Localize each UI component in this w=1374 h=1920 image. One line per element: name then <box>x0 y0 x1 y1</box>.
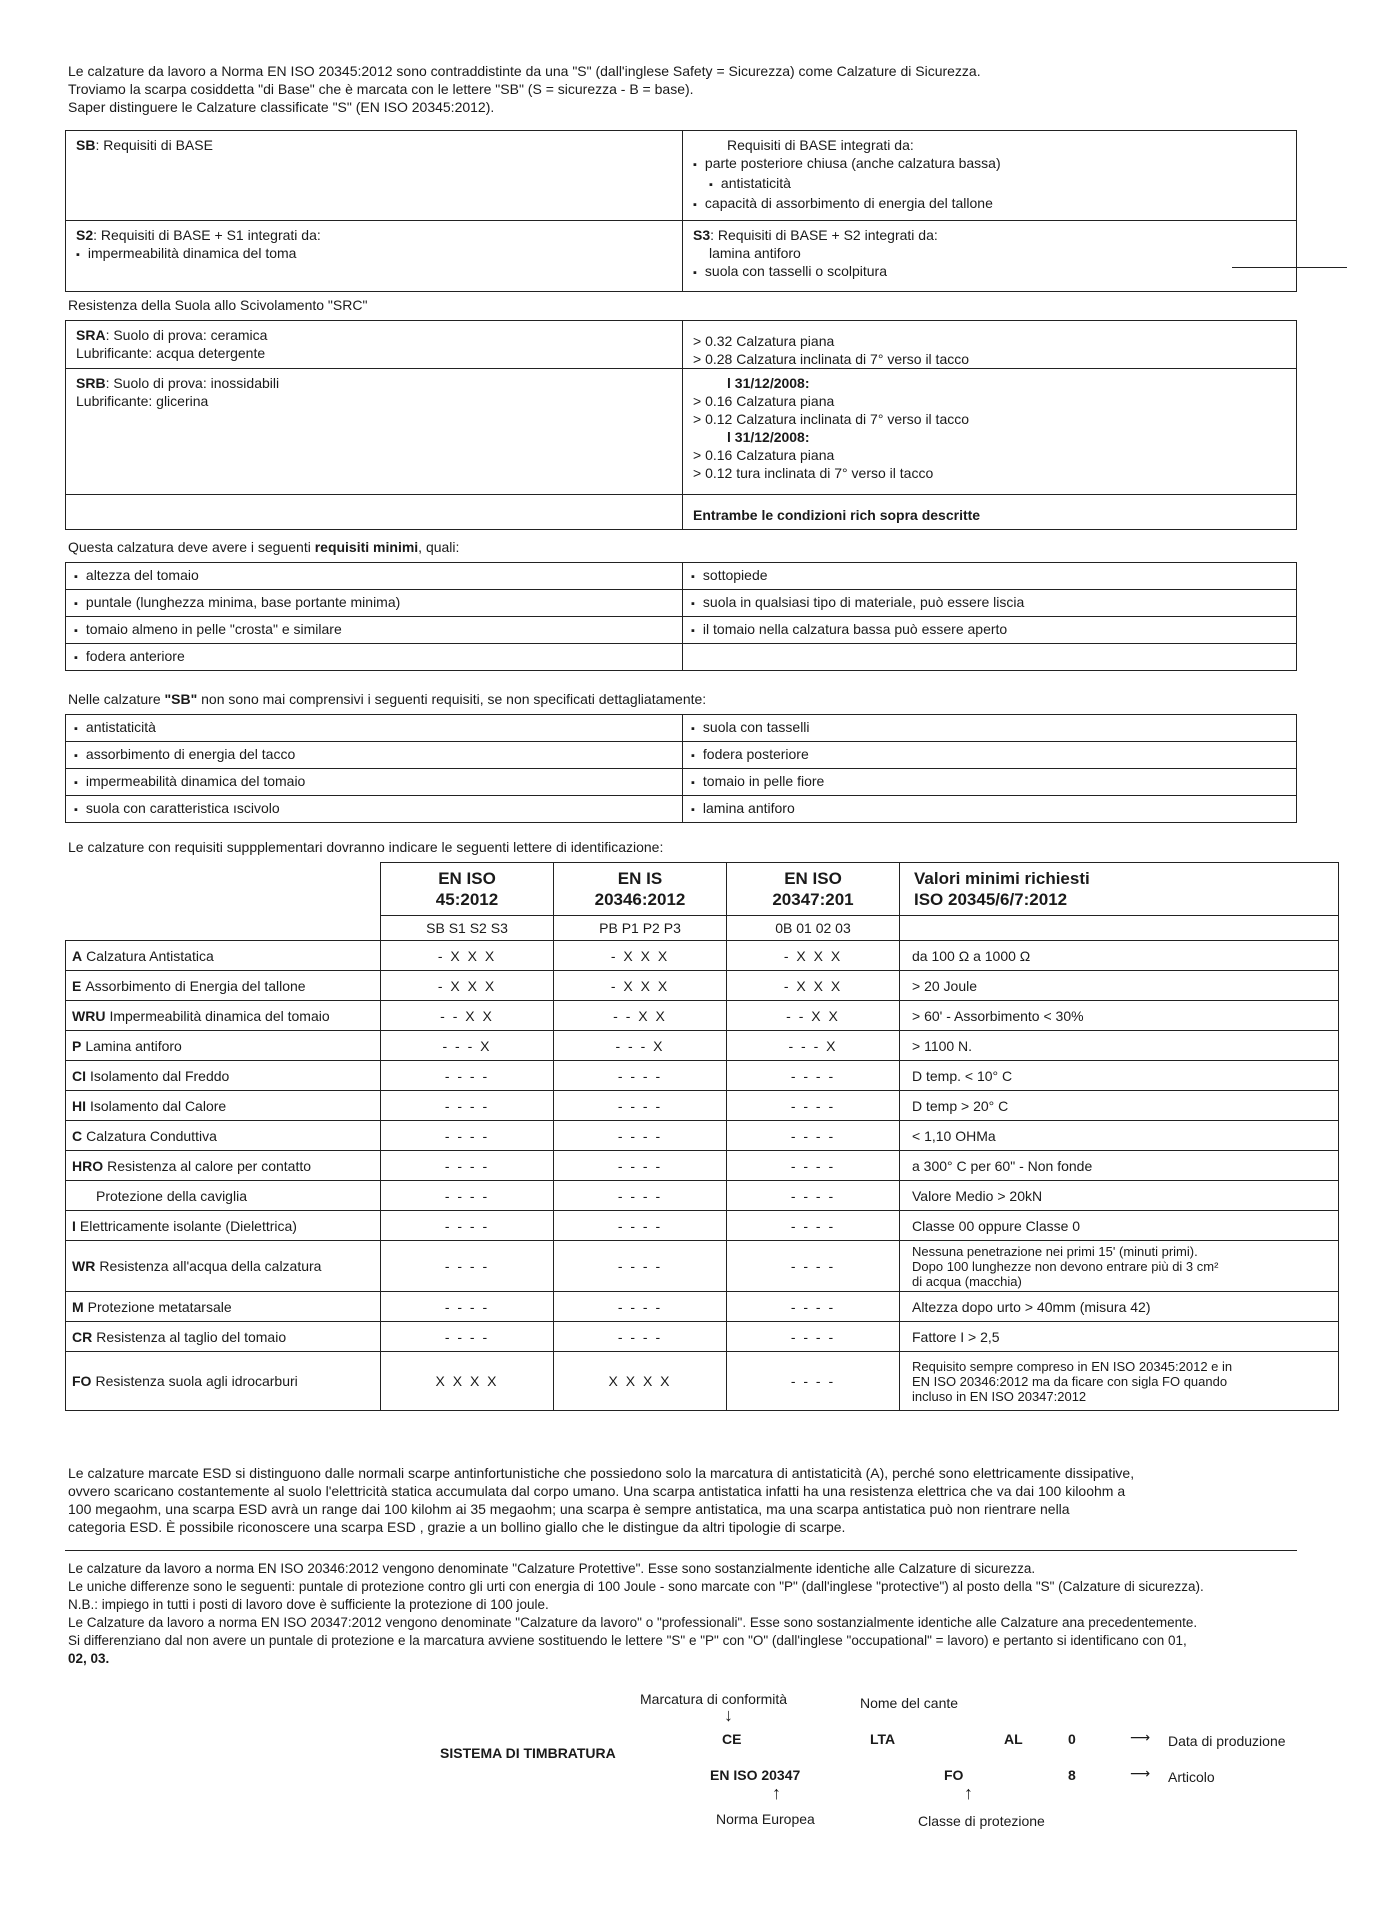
row-label-text: Protezione della caviglia <box>96 1187 247 1204</box>
requirement-value: D temp. < 10° C <box>900 1061 1339 1091</box>
req-left-4: ▪ fodera anteriore <box>66 644 683 671</box>
stamp-eight: 8 <box>1068 1767 1076 1783</box>
table-row <box>66 1061 1339 1091</box>
req-right-1: ▪ sottopiede <box>683 563 1297 590</box>
row-code: WR <box>72 1258 96 1274</box>
srb-cell: SRB: Suolo di prova: inossidabili Lubrificante: glicerina <box>76 375 280 409</box>
row-label-text: Impermeabilità dinamica del tomaio <box>109 1007 330 1024</box>
stamp-norma: Norma Europea <box>716 1811 815 1827</box>
row-label <box>66 941 381 971</box>
esd-paragraph: Le calzature marcate ESD si distinguono dalle normali scarpe antinfortunistiche che possiedono solo la marcatura di antistaticità (A), perché sono elettricamente dissipative, ovvero scaricano costantemente al suolo l'elettricità statica accumulata dal corpo umano. Una scarpa antistatica infatti ha una resistenza elettrica che va dai 100 kiloohm a 100 megaohm, una scarpa ESD avrà un range dai 100 kilohm ai 35 megaohm; una scarpa è sempre antistatica, ma una scarpa antistatica può non rientrare nella categoria ESD. È possibile riconoscere una scarpa ESD , grazie a un bollino giallo che le distingue da altri tipologie di scarpe. <box>68 1465 1135 1535</box>
stamp-data: Data di produzione <box>1168 1733 1286 1749</box>
arrow-right-icon: ⟶ <box>1130 1765 1151 1781</box>
row-label <box>66 1292 381 1322</box>
header-en-iso-20345: EN ISO 45:2012 <box>381 863 554 916</box>
row-label-text: Protezione metatarsale <box>87 1298 232 1315</box>
marking-cell: X X X X <box>554 1352 727 1411</box>
intro-line-2: Troviamo la scarpa cosiddetta "di Base" che è marcata con le lettere "SB" (S = sicurezza - B = base). <box>68 81 694 97</box>
req-left-2: ▪ puntale (lunghezza minima, base portante minima) <box>66 590 683 617</box>
s2-cell: S2: Requisiti di BASE + S1 integrati da: ▪ impermeabilità dinamica del toma <box>68 224 329 266</box>
stamp-classe: Classe di protezione <box>918 1813 1045 1829</box>
stamp-fo: FO <box>944 1767 964 1783</box>
requirement-value: Altezza dopo urto > 40mm (misura 42) <box>900 1292 1339 1322</box>
row-label <box>66 1091 381 1121</box>
src-caption: Resistenza della Suola allo Scivolamento "SRC" <box>68 297 368 313</box>
marking-cell: - X X X <box>727 971 900 1001</box>
req-caption: Questa calzatura deve avere i seguenti requisiti minimi, quali: <box>68 539 460 555</box>
row-code: M <box>72 1298 84 1315</box>
s1-cell: Requisiti di BASE integrati da: ▪ parte posteriore chiusa (anche calzatura bassa) ▪ antistaticità ▪ capacità di assorbimento di energia del tallone <box>685 134 1225 216</box>
codes-o: 0B 01 02 03 <box>727 916 900 941</box>
stamp-ce: CE <box>722 1731 742 1747</box>
sbnot-left-2: ▪ assorbimento di energia del tacco <box>66 742 683 769</box>
arrow-right-icon: ⟶ <box>1130 1729 1151 1745</box>
row-label-text: Calzatura Conduttiva <box>86 1127 217 1144</box>
divider <box>65 1550 1297 1551</box>
sbnot-right-1: ▪ suola con tasselli <box>683 715 1297 742</box>
stamp-articolo: Articolo <box>1168 1769 1215 1785</box>
stamp-title: SISTEMA DI TIMBRATURA <box>440 1745 616 1761</box>
row-label-text: Elettricamente isolante (Dielettrica) <box>79 1217 297 1234</box>
header-valori-minimi: Valori minimi richiesti ISO 20345/6/7:2012 <box>900 863 1339 916</box>
marking-cell: - - X X <box>727 1001 900 1031</box>
table-row <box>66 1121 1339 1151</box>
table-row <box>66 1322 1339 1352</box>
marking-cell: - - - - <box>554 1241 727 1292</box>
sbnot-left-4: ▪ suola con caratteristica ıscivolo <box>66 796 683 823</box>
table-row <box>66 1001 1339 1031</box>
marking-cell: - - - - <box>554 1151 727 1181</box>
marking-cell: - - - - <box>381 1292 554 1322</box>
table-row <box>66 1151 1339 1181</box>
table-row <box>66 1091 1339 1121</box>
requirement-value: Nessuna penetrazione nei primi 15' (minuti primi). Dopo 100 lunghezze non devono entrare più di 3 cm² di acqua (macchia) <box>900 1241 1339 1292</box>
sbnot-right-4: ▪ lamina antiforo <box>683 796 1297 823</box>
marking-cell: - - - - <box>554 1211 727 1241</box>
marking-cell: - - - - <box>727 1181 900 1211</box>
codes-p: PB P1 P2 P3 <box>554 916 727 941</box>
marking-cell: - - X X <box>554 1001 727 1031</box>
row-label <box>66 1241 381 1292</box>
stamp-lta: LTA <box>870 1731 896 1747</box>
requirement-value: a 300° C per 60" - Non fonde <box>900 1151 1339 1181</box>
arrow-down-icon: ↓ <box>724 1705 733 1725</box>
requirement-value: Classe 00 oppure Classe 0 <box>900 1211 1339 1241</box>
marking-cell: - - - X <box>554 1031 727 1061</box>
stamp-al: AL <box>1004 1731 1023 1747</box>
sbnot-right-2: ▪ fodera posteriore <box>683 742 1297 769</box>
marking-cell: - X X X <box>381 971 554 1001</box>
marking-cell: - - - - <box>727 1322 900 1352</box>
row-label <box>66 1352 381 1411</box>
row-label <box>66 971 381 1001</box>
req-right-2: ▪ suola in qualsiasi tipo di materiale, può essere liscia <box>683 590 1297 617</box>
arrow-up-icon: ↑ <box>772 1783 781 1803</box>
requirement-value: > 1100 N. <box>900 1031 1339 1061</box>
row-code: A <box>72 947 83 964</box>
row-label-text: Resistenza suola agli idrocarburi <box>95 1373 298 1389</box>
marking-cell: - - - - <box>381 1241 554 1292</box>
row-code: E <box>72 977 82 994</box>
row-label-text: Resistenza al calore per contatto <box>107 1157 312 1174</box>
table-row <box>66 1211 1339 1241</box>
marking-cell: - - - - <box>727 1061 900 1091</box>
marking-cell: - - - - <box>727 1091 900 1121</box>
src-note: Entrambe le condizioni rich sopra descritte <box>693 507 981 523</box>
table-row <box>66 1181 1339 1211</box>
marking-cell: - - - - <box>727 1292 900 1322</box>
requirements-table <box>65 862 1339 1411</box>
row-code: WRU <box>72 1007 106 1024</box>
marking-cell: - - - - <box>554 1322 727 1352</box>
row-code: FO <box>72 1373 92 1389</box>
table-row <box>66 941 1339 971</box>
header-en-iso-20347: EN ISO 20347:201 <box>727 863 900 916</box>
table-row <box>66 1241 1339 1292</box>
requirement-value: > 60' - Assorbimento < 30% <box>900 1001 1339 1031</box>
marking-cell: - - - - <box>381 1121 554 1151</box>
marking-cell: - - - - <box>381 1091 554 1121</box>
row-label <box>66 1181 381 1211</box>
marking-cell: X X X X <box>381 1352 554 1411</box>
row-label <box>66 1121 381 1151</box>
sbnot-table <box>65 714 1297 823</box>
requirement-value: Requisito sempre compreso in EN ISO 20345:2012 e in EN ISO 20346:2012 ma da ficare con sigla FO quando incluso in EN ISO 20347:2012 <box>900 1352 1339 1411</box>
req-right-4 <box>683 644 1297 671</box>
table-row <box>66 1292 1339 1322</box>
marking-cell: - - - - <box>727 1241 900 1292</box>
requirement-value: Valore Medio > 20kN <box>900 1181 1339 1211</box>
req-right-3: ▪ il tomaio nella calzatura bassa può essere aperto <box>683 617 1297 644</box>
marking-cell: - - - - <box>381 1211 554 1241</box>
sb-cell: SB: Requisiti di BASE <box>76 137 213 153</box>
marking-cell: - - - X <box>381 1031 554 1061</box>
marking-cell: - X X X <box>554 941 727 971</box>
requirement-value: > 20 Joule <box>900 971 1339 1001</box>
marking-cell: - - - - <box>381 1061 554 1091</box>
row-label-text: Isolamento dal Calore <box>90 1097 227 1114</box>
marking-cell: - - - - <box>554 1121 727 1151</box>
row-label <box>66 1211 381 1241</box>
requirement-value: D temp > 20° C <box>900 1091 1339 1121</box>
intro-line-1: Le calzature da lavoro a Norma EN ISO 20345:2012 sono contraddistinte da una "S" (dall'inglese Safety = Sicurezza) come Calzature di Sicurezza. <box>68 63 981 79</box>
stamp-marcatura: Marcatura di conformità <box>640 1691 788 1707</box>
marking-cell: - - - - <box>727 1121 900 1151</box>
row-label <box>66 1061 381 1091</box>
codes-empty <box>900 916 1339 941</box>
intro-text <box>68 62 1328 116</box>
marking-cell: - - - - <box>381 1181 554 1211</box>
stamp-en: EN ISO 20347 <box>710 1767 801 1783</box>
row-code: CR <box>72 1328 93 1345</box>
codes-s: SB S1 S2 S3 <box>381 916 554 941</box>
row-label-text: Calzatura Antistatica <box>86 947 214 964</box>
header-en-iso-20346: EN IS 20346:2012 <box>554 863 727 916</box>
row-code: CI <box>72 1067 86 1084</box>
req-left-1: ▪ altezza del tomaio <box>66 563 683 590</box>
row-code: HRO <box>72 1157 104 1174</box>
row-label-text: Assorbimento di Energia del tallone <box>85 977 306 994</box>
s3-cell: S3: Requisiti di BASE + S2 integrati da: lamina antiforo ▪ suola con tasselli o scolpitura <box>685 224 946 284</box>
row-label <box>66 1322 381 1352</box>
requirement-value: Fattore I > 2,5 <box>900 1322 1339 1352</box>
sbnot-right-3: ▪ tomaio in pelle fiore <box>683 769 1297 796</box>
marking-cell: - - - - <box>554 1091 727 1121</box>
marking-cell: - - - - <box>554 1181 727 1211</box>
marking-cell: - - - - <box>554 1292 727 1322</box>
intro-line-3: Saper distinguere le Calzature classificate "S" (EN ISO 20345:2012). <box>68 99 495 115</box>
sbnot-left-1: ▪ antistaticità <box>66 715 683 742</box>
row-label-text: Resistenza all'acqua della calzatura <box>99 1258 322 1274</box>
srb-values: l 31/12/2008: > 0.16 Calzatura piana > 0.12 Calzatura inclinata di 7° verso il tacco l 31/12/2008: > 0.16 Calzatura piana > 0.12 tura inclinata di 7° verso il tacco <box>693 375 970 481</box>
marking-cell: - - - - <box>381 1322 554 1352</box>
row-label <box>66 1031 381 1061</box>
req-table <box>65 562 1297 671</box>
marking-cell: - - - - <box>727 1211 900 1241</box>
row-label <box>66 1001 381 1031</box>
row-code: HI <box>72 1097 86 1114</box>
marking-cell: - X X X <box>727 941 900 971</box>
table-row <box>66 1031 1339 1061</box>
sbnot-caption: Nelle calzature "SB" non sono mai comprensivi i seguenti requisiti, se non specificati dettagliatamente: <box>68 691 707 707</box>
marking-cell: - X X X <box>381 941 554 971</box>
sra-cell: SRA: Suolo di prova: ceramica Lubrificante: acqua detergente <box>76 327 268 361</box>
marking-cell: - X X X <box>554 971 727 1001</box>
marking-cell: - - - - <box>727 1352 900 1411</box>
marking-cell: - - - X <box>727 1031 900 1061</box>
row-label <box>66 1151 381 1181</box>
sra-values: > 0.32 Calzatura piana > 0.28 Calzatura inclinata di 7° verso il tacco <box>693 333 970 367</box>
requirement-value: < 1,10 OHMa <box>900 1121 1339 1151</box>
marking-cell: - - X X <box>381 1001 554 1031</box>
table-row <box>66 1352 1339 1411</box>
sbnot-left-3: ▪ impermeabilità dinamica del tomaio <box>66 769 683 796</box>
row-label-text: Lamina antiforo <box>85 1037 182 1054</box>
req-left-3: ▪ tomaio almeno in pelle "crosta" e similare <box>66 617 683 644</box>
letters-caption: Le calzature con requisiti suppplementari dovranno indicare le seguenti lettere di identificazione: <box>68 839 664 855</box>
arrow-up-icon: ↑ <box>964 1783 973 1803</box>
stamp-nome: Nome del cante <box>860 1695 959 1711</box>
row-code: I <box>72 1217 76 1234</box>
row-code: C <box>72 1127 83 1144</box>
requirement-value: da 100 Ω a 1000 Ω <box>900 941 1339 971</box>
marking-cell: - - - - <box>727 1151 900 1181</box>
bottom-paragraph: Le calzature da lavoro a norma EN ISO 20346:2012 vengono denominate "Calzature Protettive". Esse sono sostanzialmente identiche alle Calzature di sicurezza. Le uniche differenze sono le seguenti: puntale di protezione contro gli urti con energia di 100 Joule - sono marcate con "P" (dall'inglese "protective") al posto della "S" (Calzature di sicurezza). N.B.: impiego in tutti i posti di lavoro dove è sufficiente la protezione di 100 joule. Le Calzature da lavoro a norma EN ISO 20347:2012 vengono denominate "Calzature da lavoro" o "professionali". Esse sono sostanzialmente identiche alle Calzature ana precedentemente. Si differenziano dal non avere un puntale di protezione e la marcatura avviene sostituendo le lettere "S" e "P" con "O" (dall'inglese "occupational" = lavoro) e pertanto si identificano con 01, 02, 03. <box>68 1561 1204 1666</box>
row-code: P <box>72 1037 82 1054</box>
table-row <box>66 971 1339 1001</box>
row-label-text: Isolamento dal Freddo <box>90 1067 230 1084</box>
marking-cell: - - - - <box>554 1061 727 1091</box>
marking-cell: - - - - <box>381 1151 554 1181</box>
row-label-text: Resistenza al taglio del tomaio <box>96 1328 287 1345</box>
stamp-zero: 0 <box>1068 1731 1076 1747</box>
